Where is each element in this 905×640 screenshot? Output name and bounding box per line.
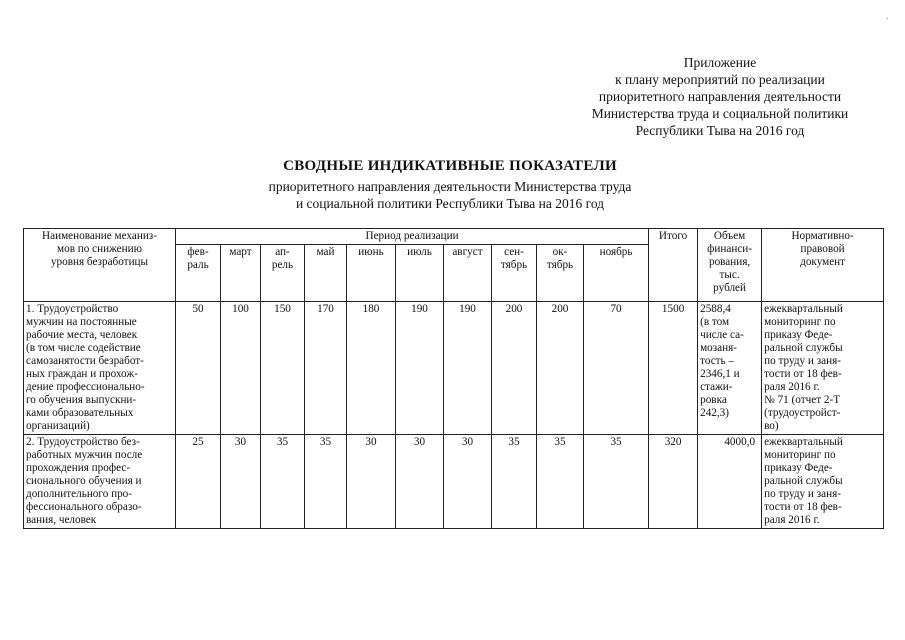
month-value: 30 xyxy=(221,435,261,529)
month-value: 200 xyxy=(537,302,584,435)
month-value: 200 xyxy=(492,302,537,435)
month-value: 190 xyxy=(444,302,492,435)
month-header: ок- тябрь xyxy=(537,245,584,302)
col-header-name: Наименование механиз- мов по снижению уровня безработицы xyxy=(24,229,176,302)
month-header: сен- тябрь xyxy=(492,245,537,302)
document-title: СВОДНЫЕ ИНДИКАТИВНЫЕ ПОКАЗАТЕЛИ xyxy=(283,158,617,174)
month-value: 25 xyxy=(176,435,221,529)
finance-value: 2588,4 (в том числе са- мозаня- тость – 2346,1 и стажи- ровка 242,3) xyxy=(698,302,762,435)
month-value: 30 xyxy=(396,435,444,529)
row-name: 2. Трудоустройство без- работных мужчин после прохождения профес- сионального обучения и дополнительного про- фессионального образо- вания, человек xyxy=(24,435,176,529)
month-value: 35 xyxy=(492,435,537,529)
appendix-line: приоритетного направления деятельности xyxy=(598,89,842,104)
header-row xyxy=(24,229,884,245)
col-header-document: Нормативно- правовой документ xyxy=(762,229,884,302)
col-header-period: Период реализации xyxy=(176,229,649,245)
month-value: 35 xyxy=(305,435,347,529)
month-header: июнь xyxy=(347,245,396,302)
total-value: 320 xyxy=(649,435,698,529)
month-value: 180 xyxy=(347,302,396,435)
month-value: 190 xyxy=(396,302,444,435)
month-value: 100 xyxy=(221,302,261,435)
month-value: 30 xyxy=(347,435,396,529)
month-value: 50 xyxy=(176,302,221,435)
document-ref: ежеквартальный мониторинг по приказу Феде- ральной службы по труду и заня- тости от 18 фев- раля 2016 г. xyxy=(762,435,884,529)
subtitle-line: и социальной политики Республики Тыва на 2016 год xyxy=(295,196,605,211)
month-value: 30 xyxy=(444,435,492,529)
col-header-finance: Объем финанси- рования, тыс. рублей xyxy=(698,229,762,302)
appendix-note xyxy=(560,54,880,139)
month-value: 70 xyxy=(584,302,649,435)
table-row xyxy=(24,302,884,435)
month-header: фев- раль xyxy=(176,245,221,302)
total-value: 1500 xyxy=(649,302,698,435)
document-subtitle xyxy=(150,178,750,212)
month-header: ноябрь xyxy=(584,245,649,302)
appendix-line: Министерства труда и социальной политики xyxy=(591,106,849,121)
month-header: ап- рель xyxy=(261,245,305,302)
month-value: 35 xyxy=(537,435,584,529)
month-header: май xyxy=(305,245,347,302)
finance-value: 4000,0 xyxy=(698,435,762,529)
month-value: 170 xyxy=(305,302,347,435)
indicators-table xyxy=(23,228,884,529)
appendix-line: Республики Тыва на 2016 год xyxy=(635,123,805,138)
subtitle-line: приоритетного направления деятельности Министерства труда xyxy=(268,179,632,194)
month-value: 35 xyxy=(584,435,649,529)
month-value: 150 xyxy=(261,302,305,435)
month-header: июль xyxy=(396,245,444,302)
appendix-line: к плану мероприятий по реализации xyxy=(615,72,825,87)
col-header-total: Итого xyxy=(649,229,698,302)
appendix-line: Приложение xyxy=(683,55,757,70)
month-header: март xyxy=(221,245,261,302)
month-value: 35 xyxy=(261,435,305,529)
table-row xyxy=(24,435,884,529)
row-name: 1. Трудоустройство мужчин на постоянные рабочие места, человек (в том числе содействие самозанятости безработ- ных граждан и прохож- дение профессионально- го обучения выпускни- ками образовательных организаций) xyxy=(24,302,176,435)
document-ref: ежеквартальный мониторинг по приказу Феде- ральной службы по труду и заня- тости от 18 фев- раля 2016 г. № 71 (отчет 2-Т (трудоустройст- во) xyxy=(762,302,884,435)
scan-mark: ˎ xyxy=(886,10,889,19)
month-header: август xyxy=(444,245,492,302)
